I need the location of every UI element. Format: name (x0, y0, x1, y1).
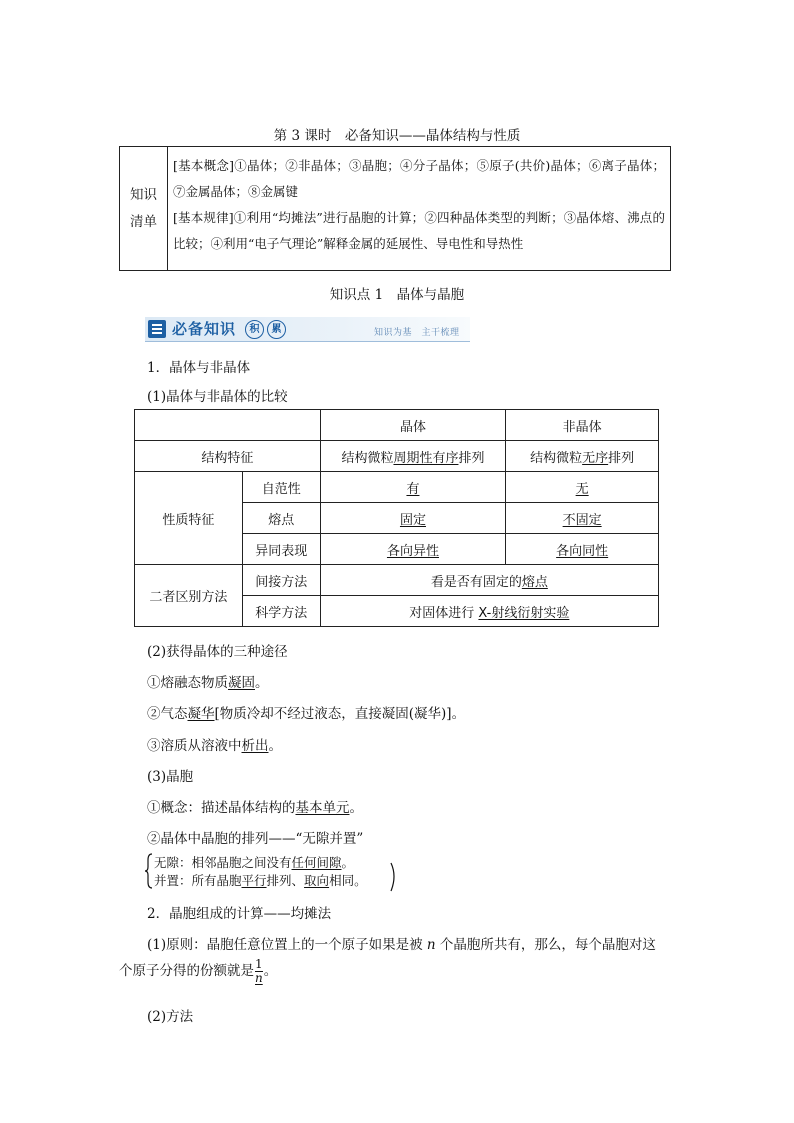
basic-concepts-text: ①晶体；②非晶体；③晶胞；④分子晶体；⑤原子(共价)晶体；⑥离子晶体；⑦金属晶体；⑧金属键 (173, 158, 665, 199)
basic-rules (173, 205, 665, 257)
parallel-line (154, 871, 367, 889)
row-indirect-label: 间接方法 (242, 565, 320, 596)
text: ①熔融态物质 (147, 675, 228, 691)
seal-ji-icon: 积 (245, 320, 264, 339)
knowledge-point-title: 知识点 1 晶体与晶胞 (329, 287, 465, 303)
method-heading: (2)方法 (147, 1009, 194, 1025)
underlined-text: 凝华 (187, 706, 215, 722)
cell-text: 看是否有固定的 (430, 574, 522, 590)
book-list-icon (148, 320, 166, 338)
text: (1)原则：晶胞任意位置上的一个原子如果是被 (147, 937, 427, 953)
underlined-text: 基本单元 (295, 800, 350, 816)
table-row (135, 441, 659, 472)
row-structure-label: 结构特征 (135, 441, 321, 472)
cell-underlined-text: 各向异性 (386, 543, 439, 559)
summary-label-line2: 清单 (130, 213, 157, 230)
text: [物质冷却不经过液态，直接凝固(凝华)]。 (214, 706, 466, 722)
row-self-label: 自范性 (242, 472, 320, 503)
section1-sub1: (1)晶体与非晶体的比较 (147, 389, 288, 405)
cell-text: 结构微粒 (530, 450, 583, 466)
text: 。 (268, 738, 282, 754)
melting-crystal-cell (320, 503, 506, 534)
text: 个原子分得的份额就是 (119, 963, 254, 979)
cell-underlined-text: 不固定 (562, 512, 602, 528)
principle-line-2 (119, 958, 277, 985)
self-amorphous-cell (506, 472, 659, 503)
text: 并置：所有晶胞 (154, 873, 242, 888)
header-amorphous: 非晶体 (506, 410, 659, 441)
table-row (135, 472, 659, 503)
group-property-label: 性质特征 (135, 472, 243, 565)
fraction-numerator: 1 (255, 957, 263, 971)
knowledge-summary-box (119, 146, 671, 271)
scientific-method-cell (320, 596, 658, 627)
right-paren-icon (389, 862, 399, 892)
structure-amorphous-cell (506, 441, 659, 472)
section-banner (145, 317, 470, 341)
cell-underlined-text: 无序 (582, 450, 609, 466)
cell-underlined-text: X-射线衍射实验 (478, 605, 570, 621)
text: 。 (255, 675, 269, 691)
text: 个晶胞所共有，那么，每个晶胞对这 (435, 937, 656, 953)
indirect-method-cell (320, 565, 658, 596)
basic-concepts (173, 153, 665, 205)
section1-heading: 1．晶体与非晶体 (147, 360, 251, 376)
cell-underlined-text: 固定 (399, 512, 426, 528)
table-row (135, 565, 659, 596)
section1-sub2: (2)获得晶体的三种途径 (147, 644, 288, 660)
text: 排列、 (266, 873, 305, 888)
summary-label (120, 147, 168, 270)
row-isotropy-label: 异同表现 (242, 534, 320, 565)
section2-heading: 2．晶胞组成的计算——均摊法 (147, 906, 332, 922)
isotropy-amorphous-cell (506, 534, 659, 565)
isotropy-crystal-cell (320, 534, 506, 565)
variable-n: n (426, 937, 436, 953)
text: 无隙：相邻晶胞之间没有 (154, 855, 292, 870)
structure-crystal-cell (320, 441, 506, 472)
cell-underlined-text: 熔点 (521, 574, 548, 590)
fraction-denominator: n (255, 971, 263, 985)
text: 。 (341, 855, 355, 870)
table-corner-cell (135, 410, 321, 441)
seal-lei-icon: 累 (267, 320, 286, 339)
melting-amorphous-cell (506, 503, 659, 534)
row-melting-label: 熔点 (242, 503, 320, 534)
text: 。 (263, 963, 278, 979)
way-3 (147, 734, 282, 754)
crystal-comparison-table (134, 409, 659, 627)
cell-text: 对固体进行 (409, 605, 479, 621)
underlined-text: 凝固 (228, 675, 255, 691)
header-crystal: 晶体 (320, 410, 506, 441)
cell-underlined-text: 无 (575, 481, 589, 497)
cell-text: 结构微粒 (341, 450, 394, 466)
summary-content (173, 153, 665, 257)
cell-underlined-text: 各向同性 (556, 543, 609, 559)
text: ③溶质从溶液中 (147, 738, 242, 754)
section1-sub3: (3)晶胞 (147, 769, 194, 785)
underlined-text: 任何间隙 (291, 855, 342, 870)
cell-underlined-text: 周期性有序 (393, 450, 459, 466)
banner-title: 必备知识 (172, 320, 237, 338)
no-gap-line (154, 853, 354, 871)
underlined-text: 析出 (241, 738, 269, 754)
summary-label-line1: 知识 (130, 186, 157, 203)
row-scientific-label: 科学方法 (242, 596, 320, 627)
no-gap-parallel-block (144, 852, 399, 892)
left-brace-icon (144, 852, 154, 890)
table-row (135, 410, 659, 441)
way-1 (147, 671, 269, 691)
fraction-one-over-n (255, 958, 263, 985)
page-title: 第 3 课时 必备知识——晶体结构与性质 (273, 128, 521, 144)
cell-text: 排列 (458, 450, 485, 466)
cell-underlined-text: 有 (406, 481, 420, 497)
group-method-label: 二者区别方法 (135, 565, 243, 627)
banner-tagline: 知识为基 主干梳理 (374, 328, 460, 338)
text: ①概念：描述晶体结构的 (147, 800, 296, 816)
basic-rules-text: ①利用“均摊法”进行晶胞的计算；②四种晶体类型的判断；③晶体熔、沸点的比较；④利用“电子气理论”解释金属的延展性、导电性和导热性 (173, 210, 665, 251)
way-2 (147, 702, 465, 722)
basic-concepts-tag: [基本概念] (173, 158, 234, 173)
self-crystal-cell (320, 472, 506, 503)
text: ②气态 (147, 706, 188, 722)
underlined-text: 平行 (241, 873, 267, 888)
cell-text: 排列 (608, 450, 635, 466)
text: 。 (349, 800, 363, 816)
principle-line-1 (147, 933, 656, 953)
basic-rules-tag: [基本规律] (173, 210, 234, 225)
text: 相同。 (329, 873, 367, 888)
cell-concept (147, 796, 363, 816)
underlined-text: 取向 (304, 873, 330, 888)
cell-arrangement: ②晶体中晶胞的排列——“无隙并置” (147, 831, 364, 847)
